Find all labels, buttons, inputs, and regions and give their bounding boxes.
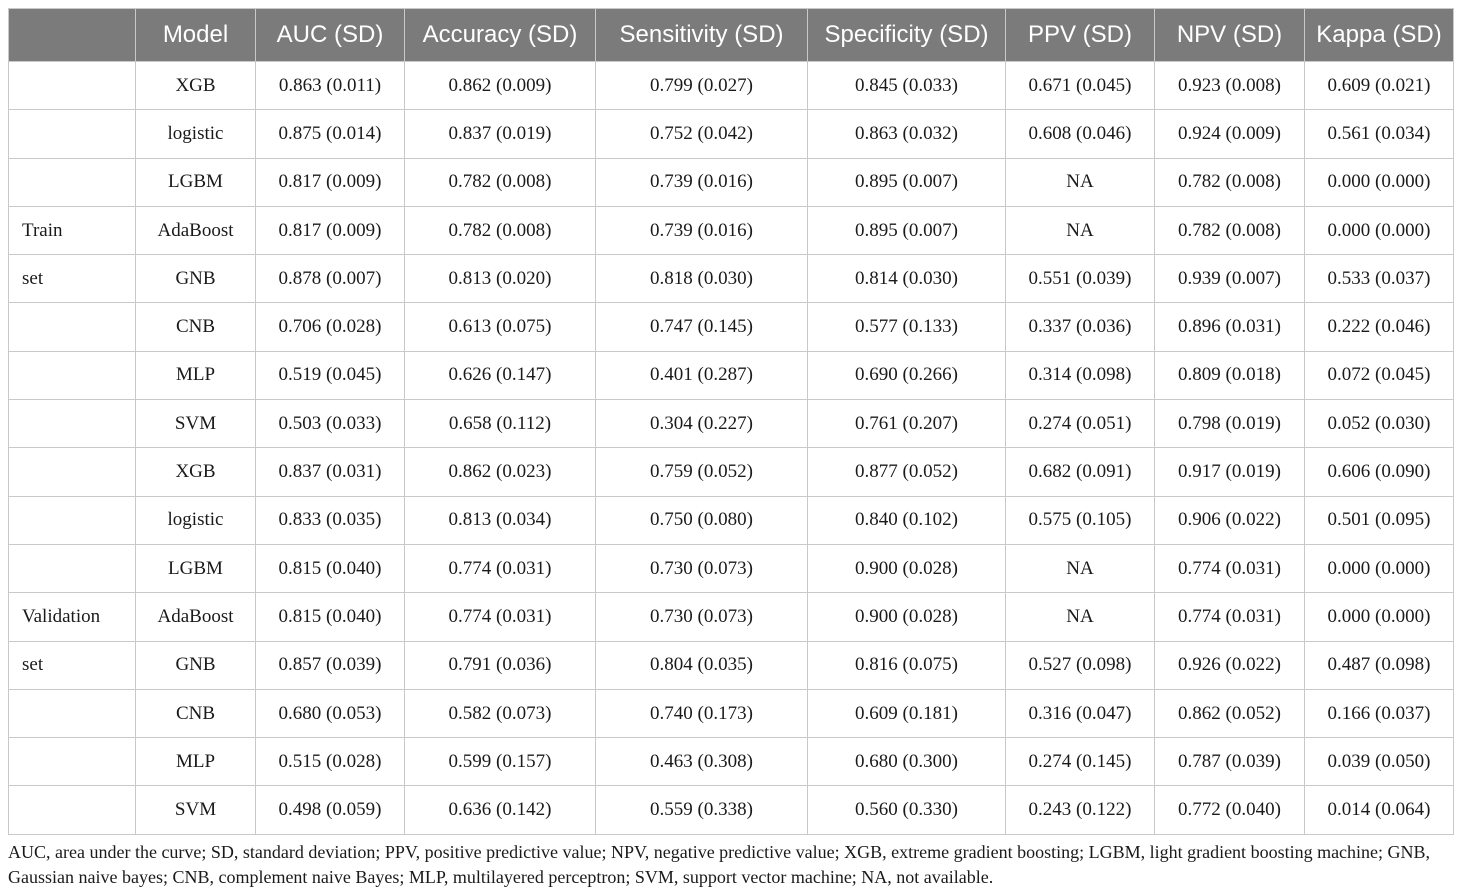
metric-value-cell: 0.862 (0.023) [405,448,596,496]
metric-value-cell: 0.608 (0.046) [1006,110,1155,158]
metric-value-cell: 0.740 (0.173) [596,689,808,737]
header-cell-accuracy: Accuracy (SD) [405,9,596,62]
metric-value-cell: 0.682 (0.091) [1006,448,1155,496]
metric-value-cell: 0.926 (0.022) [1155,641,1305,689]
header-cell-npv: NPV (SD) [1155,9,1305,62]
table-row [9,158,1454,206]
model-name-cell: LGBM [136,158,256,206]
header-cell-sensitivity: Sensitivity (SD) [596,9,808,62]
group-label-cell [9,400,136,448]
metric-value-cell: 0.599 (0.157) [405,738,596,786]
metric-value-cell: 0.561 (0.034) [1305,110,1454,158]
model-name-cell: logistic [136,110,256,158]
metric-value-cell: 0.924 (0.009) [1155,110,1305,158]
metric-value-cell: NA [1006,544,1155,592]
header-cell-model: Model [136,9,256,62]
metric-value-cell: 0.813 (0.034) [405,496,596,544]
metric-value-cell: 0.917 (0.019) [1155,448,1305,496]
table-row [9,448,1454,496]
metric-value-cell: 0.000 (0.000) [1305,158,1454,206]
metric-value-cell: 0.900 (0.028) [808,544,1006,592]
model-name-cell: logistic [136,496,256,544]
table-row [9,110,1454,158]
metric-value-cell: 0.787 (0.039) [1155,738,1305,786]
metric-value-cell: 0.761 (0.207) [808,400,1006,448]
table-row [9,206,1454,254]
metric-value-cell: 0.923 (0.008) [1155,62,1305,110]
metric-value-cell: 0.519 (0.045) [256,351,405,399]
metric-value-cell: 0.636 (0.142) [405,786,596,834]
group-label-cell [9,110,136,158]
group-label-cell: Validation [9,593,136,641]
metric-value-cell: 0.896 (0.031) [1155,303,1305,351]
metric-value-cell: 0.791 (0.036) [405,641,596,689]
model-name-cell: XGB [136,448,256,496]
table-row [9,303,1454,351]
metric-value-cell: 0.582 (0.073) [405,689,596,737]
metric-value-cell: 0.072 (0.045) [1305,351,1454,399]
table-row [9,641,1454,689]
metric-value-cell: 0.577 (0.133) [808,303,1006,351]
model-name-cell: SVM [136,786,256,834]
metric-value-cell: 0.527 (0.098) [1006,641,1155,689]
table-row [9,786,1454,834]
model-name-cell: SVM [136,400,256,448]
group-label-cell [9,62,136,110]
model-name-cell: MLP [136,738,256,786]
header-cell-ppv: PPV (SD) [1006,9,1155,62]
header-cell-kappa: Kappa (SD) [1305,9,1454,62]
model-name-cell: MLP [136,351,256,399]
metric-value-cell: 0.877 (0.052) [808,448,1006,496]
metric-value-cell: 0.863 (0.032) [808,110,1006,158]
group-label-cell [9,496,136,544]
metric-value-cell: 0.804 (0.035) [596,641,808,689]
metric-value-cell: 0.559 (0.338) [596,786,808,834]
metric-value-cell: 0.782 (0.008) [405,158,596,206]
metric-value-cell: 0.222 (0.046) [1305,303,1454,351]
metric-value-cell: 0.551 (0.039) [1006,255,1155,303]
metric-value-cell: 0.680 (0.300) [808,738,1006,786]
group-label-cell [9,448,136,496]
table-row [9,62,1454,110]
group-label-cell [9,738,136,786]
metric-value-cell: 0.818 (0.030) [596,255,808,303]
metric-value-cell: 0.575 (0.105) [1006,496,1155,544]
metric-value-cell: 0.606 (0.090) [1305,448,1454,496]
metric-value-cell: 0.837 (0.031) [256,448,405,496]
metric-value-cell: 0.671 (0.045) [1006,62,1155,110]
metric-value-cell: 0.862 (0.052) [1155,689,1305,737]
table-row [9,593,1454,641]
table-row [9,496,1454,544]
metric-value-cell: 0.314 (0.098) [1006,351,1155,399]
metric-value-cell: 0.039 (0.050) [1305,738,1454,786]
model-name-cell: CNB [136,689,256,737]
metric-value-cell: 0.243 (0.122) [1006,786,1155,834]
header-cell-group [9,9,136,62]
metric-value-cell: NA [1006,206,1155,254]
metric-value-cell: 0.939 (0.007) [1155,255,1305,303]
group-label-cell: set [9,641,136,689]
metric-value-cell: 0.014 (0.064) [1305,786,1454,834]
metric-value-cell: 0.730 (0.073) [596,544,808,592]
model-name-cell: XGB [136,62,256,110]
group-label-cell [9,158,136,206]
metric-value-cell: 0.166 (0.037) [1305,689,1454,737]
metric-value-cell: 0.863 (0.011) [256,62,405,110]
metric-value-cell: 0.747 (0.145) [596,303,808,351]
metric-value-cell: 0.560 (0.330) [808,786,1006,834]
table-header [9,9,1454,62]
metric-value-cell: 0.782 (0.008) [1155,206,1305,254]
metric-value-cell: 0.774 (0.031) [405,544,596,592]
metric-value-cell: 0.833 (0.035) [256,496,405,544]
metric-value-cell: 0.875 (0.014) [256,110,405,158]
model-name-cell: CNB [136,303,256,351]
metric-value-cell: 0.000 (0.000) [1305,593,1454,641]
metric-value-cell: 0.878 (0.007) [256,255,405,303]
metric-value-cell: 0.813 (0.020) [405,255,596,303]
metric-value-cell: 0.609 (0.181) [808,689,1006,737]
model-name-cell: AdaBoost [136,593,256,641]
metric-value-cell: 0.900 (0.028) [808,593,1006,641]
metric-value-cell: 0.774 (0.031) [405,593,596,641]
metric-value-cell: 0.533 (0.037) [1305,255,1454,303]
metric-value-cell: 0.000 (0.000) [1305,544,1454,592]
metric-value-cell: 0.274 (0.145) [1006,738,1155,786]
header-row [9,9,1454,62]
metric-value-cell: 0.906 (0.022) [1155,496,1305,544]
group-label-cell: set [9,255,136,303]
metric-value-cell: 0.501 (0.095) [1305,496,1454,544]
header-cell-auc: AUC (SD) [256,9,405,62]
metric-value-cell: 0.304 (0.227) [596,400,808,448]
table-row [9,689,1454,737]
group-label-cell [9,689,136,737]
metric-value-cell: 0.680 (0.053) [256,689,405,737]
metric-value-cell: 0.274 (0.051) [1006,400,1155,448]
metric-value-cell: 0.503 (0.033) [256,400,405,448]
group-label-cell [9,544,136,592]
metric-value-cell: 0.401 (0.287) [596,351,808,399]
metric-value-cell: 0.840 (0.102) [808,496,1006,544]
group-label-cell [9,786,136,834]
metric-value-cell: 0.609 (0.021) [1305,62,1454,110]
model-name-cell: AdaBoost [136,206,256,254]
metric-value-cell: 0.857 (0.039) [256,641,405,689]
metric-value-cell: 0.730 (0.073) [596,593,808,641]
metric-value-cell: 0.752 (0.042) [596,110,808,158]
metric-value-cell: 0.815 (0.040) [256,544,405,592]
metric-value-cell: NA [1006,593,1155,641]
table-row [9,255,1454,303]
metric-value-cell: 0.837 (0.019) [405,110,596,158]
metric-value-cell: 0.798 (0.019) [1155,400,1305,448]
group-label-cell [9,303,136,351]
header-cell-specificity: Specificity (SD) [808,9,1006,62]
table-row [9,400,1454,448]
metric-value-cell: 0.895 (0.007) [808,158,1006,206]
metric-value-cell: 0.799 (0.027) [596,62,808,110]
table-footnote: AUC, area under the curve; SD, standard deviation; PPV, positive predictive value; NPV, negative predictive value; XGB, extreme gradient boosting; LGBM, light gradient boosting machine; GNB, Gaussian naive bayes; CNB, complement naive Bayes; MLP, multilayered perceptron; SVM, support vector machine; NA, not available. [8,842,1431,887]
metric-value-cell: 0.817 (0.009) [256,158,405,206]
metric-value-cell: 0.000 (0.000) [1305,206,1454,254]
metric-value-cell: 0.690 (0.266) [808,351,1006,399]
metric-value-cell: 0.814 (0.030) [808,255,1006,303]
model-name-cell: GNB [136,255,256,303]
metric-value-cell: 0.774 (0.031) [1155,544,1305,592]
metric-value-cell: 0.817 (0.009) [256,206,405,254]
model-name-cell: LGBM [136,544,256,592]
metric-value-cell: 0.515 (0.028) [256,738,405,786]
metric-value-cell: 0.845 (0.033) [808,62,1006,110]
metric-value-cell: 0.658 (0.112) [405,400,596,448]
table-row [9,351,1454,399]
metric-value-cell: 0.862 (0.009) [405,62,596,110]
metric-value-cell: 0.498 (0.059) [256,786,405,834]
metric-value-cell: 0.895 (0.007) [808,206,1006,254]
table-row [9,738,1454,786]
metric-value-cell: 0.782 (0.008) [1155,158,1305,206]
metric-value-cell: 0.463 (0.308) [596,738,808,786]
metric-value-cell: 0.706 (0.028) [256,303,405,351]
model-name-cell: GNB [136,641,256,689]
metric-value-cell: 0.052 (0.030) [1305,400,1454,448]
metric-value-cell: 0.626 (0.147) [405,351,596,399]
metric-value-cell: NA [1006,158,1155,206]
group-label-cell: Train [9,206,136,254]
metric-value-cell: 0.750 (0.080) [596,496,808,544]
metric-value-cell: 0.487 (0.098) [1305,641,1454,689]
metric-value-cell: 0.809 (0.018) [1155,351,1305,399]
metric-value-cell: 0.816 (0.075) [808,641,1006,689]
metric-value-cell: 0.772 (0.040) [1155,786,1305,834]
metric-value-cell: 0.739 (0.016) [596,206,808,254]
metric-value-cell: 0.759 (0.052) [596,448,808,496]
table-body [9,62,1454,835]
results-table [8,8,1454,835]
metric-value-cell: 0.337 (0.036) [1006,303,1155,351]
metric-value-cell: 0.739 (0.016) [596,158,808,206]
metric-value-cell: 0.316 (0.047) [1006,689,1155,737]
metric-value-cell: 0.774 (0.031) [1155,593,1305,641]
table-row [9,544,1454,592]
metric-value-cell: 0.815 (0.040) [256,593,405,641]
metric-value-cell: 0.613 (0.075) [405,303,596,351]
metric-value-cell: 0.782 (0.008) [405,206,596,254]
group-label-cell [9,351,136,399]
